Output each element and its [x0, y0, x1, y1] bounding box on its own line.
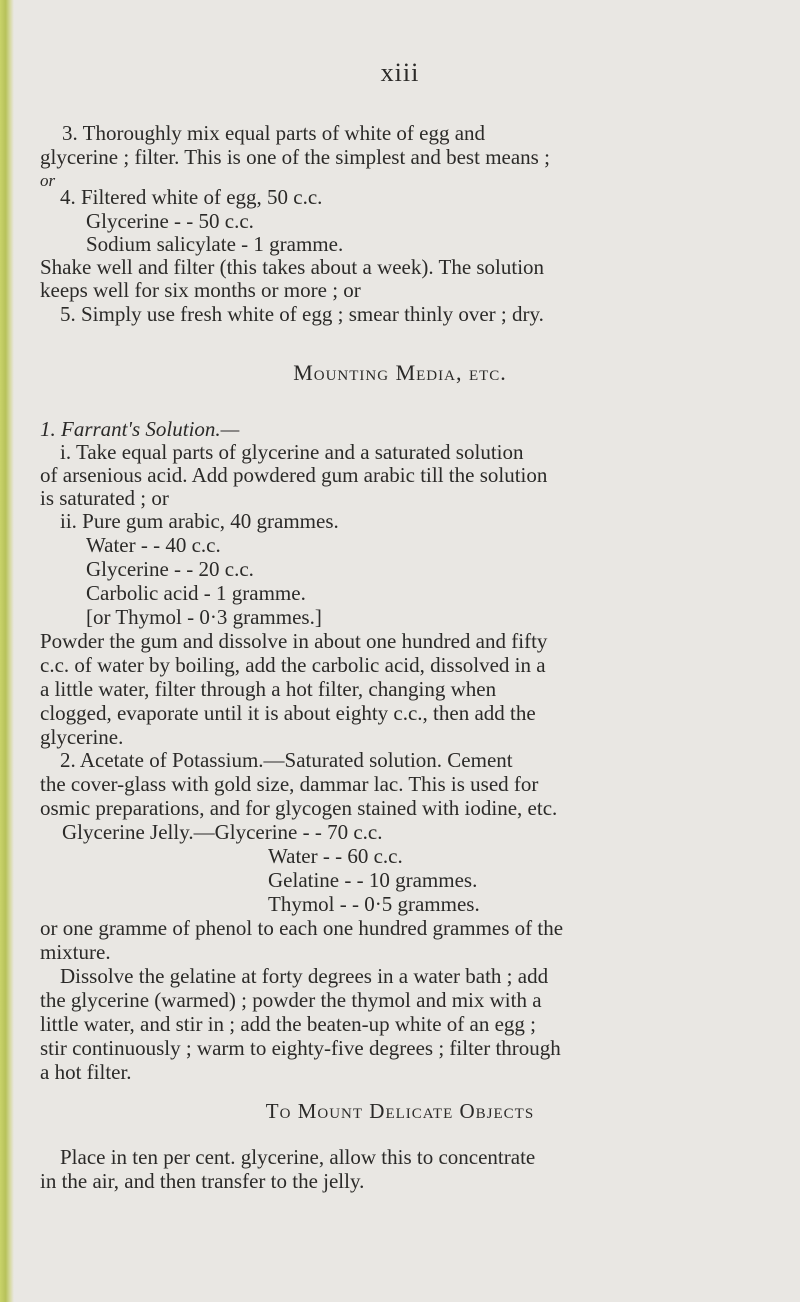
recipe-line: Glycerine - - 20 c.c.: [86, 557, 254, 581]
text-line: in the air, and then transfer to the jelly.: [40, 1169, 365, 1193]
text-line: the glycerine (warmed) ; powder the thymol and mix with a: [40, 988, 542, 1012]
text-line: 2. Acetate of Potassium.—Saturated solution. Cement: [60, 748, 513, 772]
text-line: little water, and stir in ; add the beaten-up white of an egg ;: [40, 1012, 537, 1036]
text-line: mixture.: [40, 940, 111, 964]
recipe-line: 4. Filtered white of egg, 50 c.c.: [60, 185, 323, 209]
recipe-line: [or Thymol - 0·3 grammes.]: [86, 605, 322, 629]
recipe-line: Glycerine Jelly.—Glycerine - - 70 c.c.: [62, 820, 383, 844]
text-line: the cover-glass with gold size, dammar lac. This is used for: [40, 772, 539, 796]
recipe-line: Thymol - - 0·5 grammes.: [268, 892, 480, 916]
recipe-line: Water - - 40 c.c.: [86, 533, 221, 557]
section-heading: To Mount Delicate Objects: [265, 1099, 535, 1123]
text-line: Shake well and filter (this takes about a week). The solution: [40, 255, 545, 279]
recipe-line: Gelatine - - 10 grammes.: [268, 868, 478, 892]
text-line: Place in ten per cent. glycerine, allow this to concentrate: [60, 1145, 536, 1169]
text-line: is saturated ; or: [40, 486, 169, 510]
text-line: a hot filter.: [40, 1060, 132, 1084]
text-line: 5. Simply use fresh white of egg ; smear thinly over ; dry.: [60, 302, 544, 326]
text-line: i. Take equal parts of glycerine and a saturated solution: [60, 440, 524, 464]
text-line: stir continuously ; warm to eighty-five degrees ; filter through: [40, 1036, 561, 1060]
recipe-line: Sodium salicylate - 1 gramme.: [86, 232, 344, 256]
text-line: keeps well for six months or more ; or: [40, 278, 361, 302]
text-line: or one gramme of phenol to each one hundred grammes of the: [40, 916, 564, 940]
text-line: glycerine ; filter. This is one of the simplest and best means ;: [40, 145, 550, 169]
text-line: osmic preparations, and for glycogen stained with iodine, etc.: [40, 796, 558, 820]
subsection-title: 1. Farrant's Solution.—: [40, 417, 240, 441]
recipe-line: Water - - 60 c.c.: [268, 844, 403, 868]
text-line: c.c. of water by boiling, add the carbolic acid, dissolved in a: [40, 653, 546, 677]
section-heading: Mounting Media, etc.: [293, 360, 507, 385]
recipe-line: ii. Pure gum arabic, 40 grammes.: [60, 509, 339, 533]
page-number: xiii: [380, 58, 420, 87]
text-line: or: [40, 171, 56, 190]
text-line: glycerine.: [40, 725, 124, 749]
text-line: clogged, evaporate until it is about eighty c.c., then add the: [40, 701, 536, 725]
text-line: 3. Thoroughly mix equal parts of white of egg and: [62, 121, 486, 145]
text-line: of arsenious acid. Add powdered gum arabic till the solution: [40, 463, 548, 487]
text-line: Powder the gum and dissolve in about one hundred and fifty: [40, 629, 548, 653]
text-line: a little water, filter through a hot filter, changing when: [40, 677, 497, 701]
recipe-line: Glycerine - - 50 c.c.: [86, 209, 254, 233]
recipe-line: Carbolic acid - 1 gramme.: [86, 581, 306, 605]
text-line: Dissolve the gelatine at forty degrees in a water bath ; add: [60, 964, 549, 988]
